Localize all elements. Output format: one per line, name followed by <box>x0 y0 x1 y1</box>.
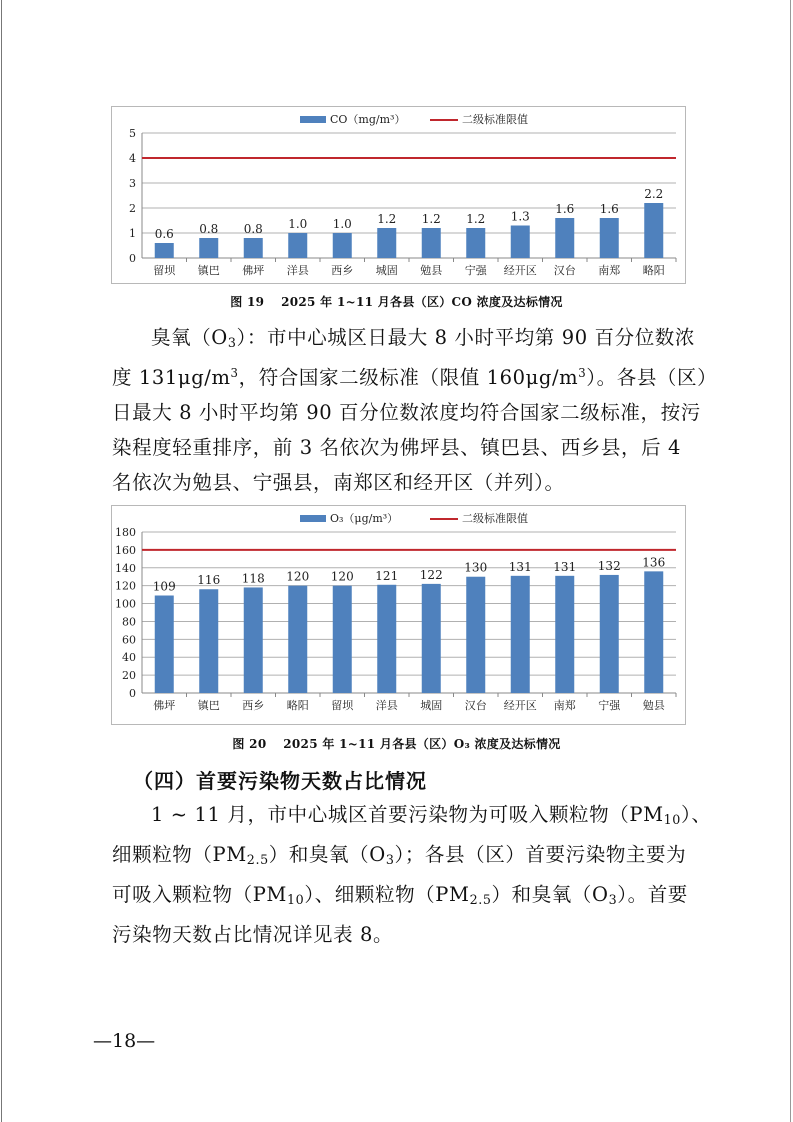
data-label: 109 <box>152 579 176 594</box>
data-label: 136 <box>642 555 666 570</box>
bar <box>377 585 396 693</box>
legend-swatch-bar <box>300 515 326 522</box>
x-tick-label: 洋县 <box>375 699 398 712</box>
ozone-paragraph-line: 日最大 8 小时平均第 90 百分位数浓度均符合国家二级标准，按污 <box>112 401 701 425</box>
y-tick-label: 4 <box>129 152 136 165</box>
x-tick-label: 略阳 <box>642 264 665 277</box>
pollutant-paragraph-line: 污染物天数占比情况详见表 8。 <box>112 923 394 947</box>
data-label: 2.2 <box>644 187 664 201</box>
page-border <box>790 0 791 1122</box>
text-span: 细颗粒物（PM <box>112 843 247 867</box>
data-label: 131 <box>553 559 577 574</box>
x-tick-label: 勉县 <box>642 699 665 712</box>
bar <box>422 228 441 258</box>
bar <box>333 586 352 693</box>
data-label: 120 <box>286 569 310 584</box>
data-label: 1.0 <box>288 217 308 231</box>
x-tick-label: 佛坪 <box>153 699 176 712</box>
data-label: 121 <box>375 568 399 583</box>
text-span: ）：市中心城区日最大 8 小时平均第 90 百分位数浓 <box>236 326 696 349</box>
o3-chart <box>111 505 686 725</box>
bar <box>333 233 352 258</box>
data-label: 1.2 <box>466 212 486 226</box>
y-tick-label: 80 <box>122 615 136 629</box>
o3-chart-svg <box>112 506 685 724</box>
y-tick-label: 2 <box>129 202 136 215</box>
text-span: 度 131μg/m <box>112 366 231 390</box>
bar <box>155 596 174 693</box>
data-label: 0.8 <box>243 222 263 236</box>
bar <box>511 226 530 259</box>
bar <box>288 233 307 258</box>
bar <box>600 218 619 258</box>
y-tick-label: 0 <box>129 687 136 700</box>
y-tick-label: 120 <box>115 579 136 593</box>
data-label: 1.2 <box>421 212 441 226</box>
subscript: 2.5 <box>246 852 269 868</box>
legend-label-reference: 二级标准限值 <box>462 512 528 525</box>
text-span: ）和臭氧（O <box>268 843 386 867</box>
text-span: 可吸入颗粒物（PM <box>112 883 287 907</box>
text-span: ）和臭氧（O <box>491 883 609 907</box>
y-tick-label: 3 <box>129 177 136 190</box>
ozone-paragraph-line <box>112 360 718 395</box>
text-span: 1 ~ 11 月，市中心城区首要污染物为可吸入颗粒物（PM <box>151 803 664 826</box>
x-tick-label: 宁强 <box>598 699 621 712</box>
text-span: 臭氧（O <box>151 326 228 349</box>
bar <box>244 238 263 258</box>
y-tick-label: 160 <box>115 543 136 557</box>
text-span: ）。各县（区） <box>586 366 718 390</box>
y-tick-label: 100 <box>115 597 136 611</box>
data-label: 120 <box>330 569 354 584</box>
bar <box>377 228 396 258</box>
bar <box>644 571 663 693</box>
bar <box>644 203 663 258</box>
x-tick-label: 洋县 <box>286 264 309 277</box>
bar <box>244 587 263 693</box>
x-tick-label: 留坝 <box>153 264 176 277</box>
bar <box>600 575 619 693</box>
bar <box>466 577 485 693</box>
bar <box>555 576 574 693</box>
x-tick-label: 南郑 <box>598 264 621 277</box>
x-tick-label: 城固 <box>375 264 398 277</box>
x-tick-label: 汉台 <box>553 264 576 277</box>
x-tick-label: 城固 <box>420 699 443 712</box>
y-tick-label: 20 <box>122 669 136 683</box>
pollutant-paragraph-line <box>112 797 712 837</box>
legend-label-series: CO（mg/m³） <box>330 113 406 126</box>
x-tick-label: 勉县 <box>420 264 443 277</box>
x-tick-label: 西乡 <box>242 699 265 712</box>
pollutant-paragraph-line <box>112 877 702 917</box>
x-tick-label: 佛坪 <box>242 264 265 277</box>
data-label: 0.6 <box>154 227 174 241</box>
ozone-paragraph <box>112 320 718 500</box>
data-label: 116 <box>197 573 221 588</box>
bar <box>422 584 441 693</box>
subscript: 3 <box>227 335 237 351</box>
data-label: 1.0 <box>332 217 352 231</box>
x-tick-label: 略阳 <box>286 699 309 712</box>
bar <box>199 238 218 258</box>
y-tick-label: 5 <box>129 127 136 140</box>
bar <box>288 586 307 693</box>
subscript: 3 <box>385 852 395 868</box>
text-span: ）；各县（区）首要污染物主要为 <box>394 843 687 867</box>
y-tick-label: 140 <box>115 561 136 575</box>
superscript: 3 <box>230 366 239 381</box>
bar <box>555 218 574 258</box>
subscript: 3 <box>608 892 618 908</box>
data-label: 1.2 <box>377 212 397 226</box>
x-tick-label: 经开区 <box>503 699 537 712</box>
y-tick-label: 1 <box>129 227 136 240</box>
x-tick-label: 留坝 <box>331 699 354 712</box>
y-tick-label: 40 <box>122 651 136 665</box>
bar <box>511 576 530 693</box>
x-tick-label: 南郑 <box>553 699 576 712</box>
ozone-paragraph-line: 名依次为勉县、宁强县，南郑区和经开区（并列）。 <box>112 471 565 495</box>
superscript: 3 <box>578 366 587 381</box>
bar <box>466 228 485 258</box>
text-span: ）、 <box>680 803 712 826</box>
bar <box>155 243 174 258</box>
x-tick-label: 经开区 <box>503 264 537 277</box>
co-chart-svg <box>112 107 685 283</box>
subscript: 10 <box>287 892 305 908</box>
subscript: 10 <box>663 812 681 828</box>
data-label: 1.6 <box>599 202 619 216</box>
page-number: —18— <box>93 1030 156 1052</box>
page-border <box>1 0 2 1122</box>
y-tick-label: 60 <box>122 633 136 647</box>
data-label: 130 <box>464 560 488 575</box>
data-label: 1.3 <box>510 209 530 224</box>
figure-20-caption: 图 20 2025 年 1~11 月各县（区）O₃ 浓度及达标情况 <box>232 737 561 751</box>
x-tick-label: 宁强 <box>464 264 487 277</box>
text-span: ）。首要 <box>617 883 688 907</box>
x-tick-label: 镇巴 <box>197 699 220 712</box>
data-label: 1.6 <box>555 202 575 216</box>
subscript: 2.5 <box>469 892 492 908</box>
data-label: 122 <box>419 567 443 582</box>
legend-label-series: O₃（μg/m³） <box>330 512 399 525</box>
ozone-paragraph-line <box>112 320 702 360</box>
text-span: ）、细颗粒物（PM <box>304 883 470 907</box>
y-tick-label: 0 <box>129 252 136 265</box>
data-label: 132 <box>597 558 621 573</box>
pollutant-paragraph <box>112 797 712 952</box>
co-chart <box>111 106 686 284</box>
data-label: 0.8 <box>199 222 219 236</box>
data-label: 131 <box>508 559 532 574</box>
text-span: ，符合国家二级标准（限值 160μg/m <box>238 366 579 390</box>
ozone-paragraph-line: 染程度轻重排序，前 3 名依次为佛坪县、镇巴县、西乡县，后 4 <box>112 436 682 460</box>
data-label: 118 <box>241 571 265 586</box>
section-heading: （四）首要污染物天数占比情况 <box>133 769 427 793</box>
figure-19-caption: 图 19 2025 年 1~11 月各县（区）CO 浓度及达标情况 <box>230 295 563 309</box>
x-tick-label: 西乡 <box>331 264 354 277</box>
legend-swatch-bar <box>300 116 326 123</box>
bar <box>199 589 218 693</box>
legend-label-reference: 二级标准限值 <box>462 113 528 126</box>
pollutant-paragraph-line <box>112 837 702 877</box>
x-tick-label: 镇巴 <box>197 264 220 277</box>
x-tick-label: 汉台 <box>464 699 487 712</box>
y-tick-label: 180 <box>115 526 136 539</box>
